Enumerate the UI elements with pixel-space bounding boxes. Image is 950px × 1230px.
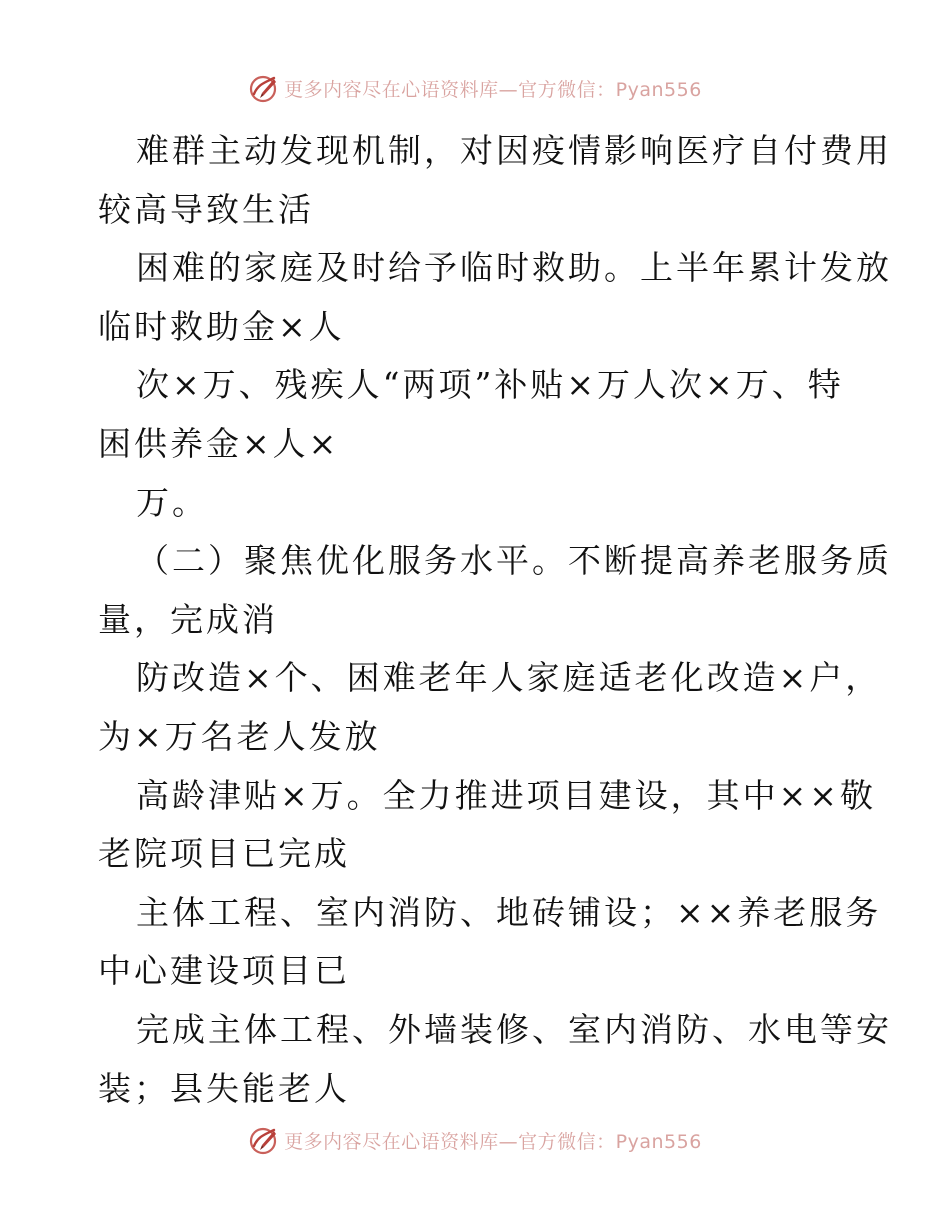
text-line: 主体工程、室内消防、地砖铺设；××养老服务: [136, 892, 882, 932]
text-line: 难群主动发现机制，对因疫情影响医疗自付费用: [136, 131, 892, 170]
text-line: 防改造×个、困难老年人家庭适老化改造×户，: [136, 658, 882, 698]
document-body: [98, 122, 892, 1118]
pen-swirl-logo-icon: [248, 1124, 280, 1156]
header-watermark: [0, 72, 950, 104]
text-line: 困难的家庭及时给予临时救助。上半年累计发放: [136, 248, 892, 288]
watermark-text: 更多内容尽在心语资料库—官方微信：Pyan556: [284, 1130, 702, 1153]
text-line: 装；县失能老人: [98, 1068, 350, 1108]
text-line: 中心建设项目已: [98, 951, 350, 991]
watermark-text: 更多内容尽在心语资料库—官方微信：Pyan556: [284, 78, 702, 101]
text-line: 老院项目已完成: [98, 834, 350, 874]
text-line: 量，完成消: [98, 599, 278, 639]
footer-watermark: [0, 1124, 950, 1156]
text-line: 高龄津贴×万。全力推进项目建设，其中××敬: [136, 775, 876, 815]
text-line: 较高导致生活: [98, 189, 314, 229]
text-line: 为×万名老人发放: [98, 716, 381, 756]
text-line: 次×万、残疾人“两项”补贴×万人次×万、特: [136, 365, 844, 405]
text-line: 临时救助金×人: [98, 306, 345, 346]
text-line: （二）聚焦优化服务水平。不断提高养老服务质: [136, 541, 892, 581]
text-line: 困供养金×人×: [98, 423, 340, 463]
pen-swirl-logo-icon: [248, 72, 280, 104]
text-line: 完成主体工程、外墙装修、室内消防、水电等安: [136, 1009, 892, 1049]
text-line: 万。: [136, 482, 208, 522]
